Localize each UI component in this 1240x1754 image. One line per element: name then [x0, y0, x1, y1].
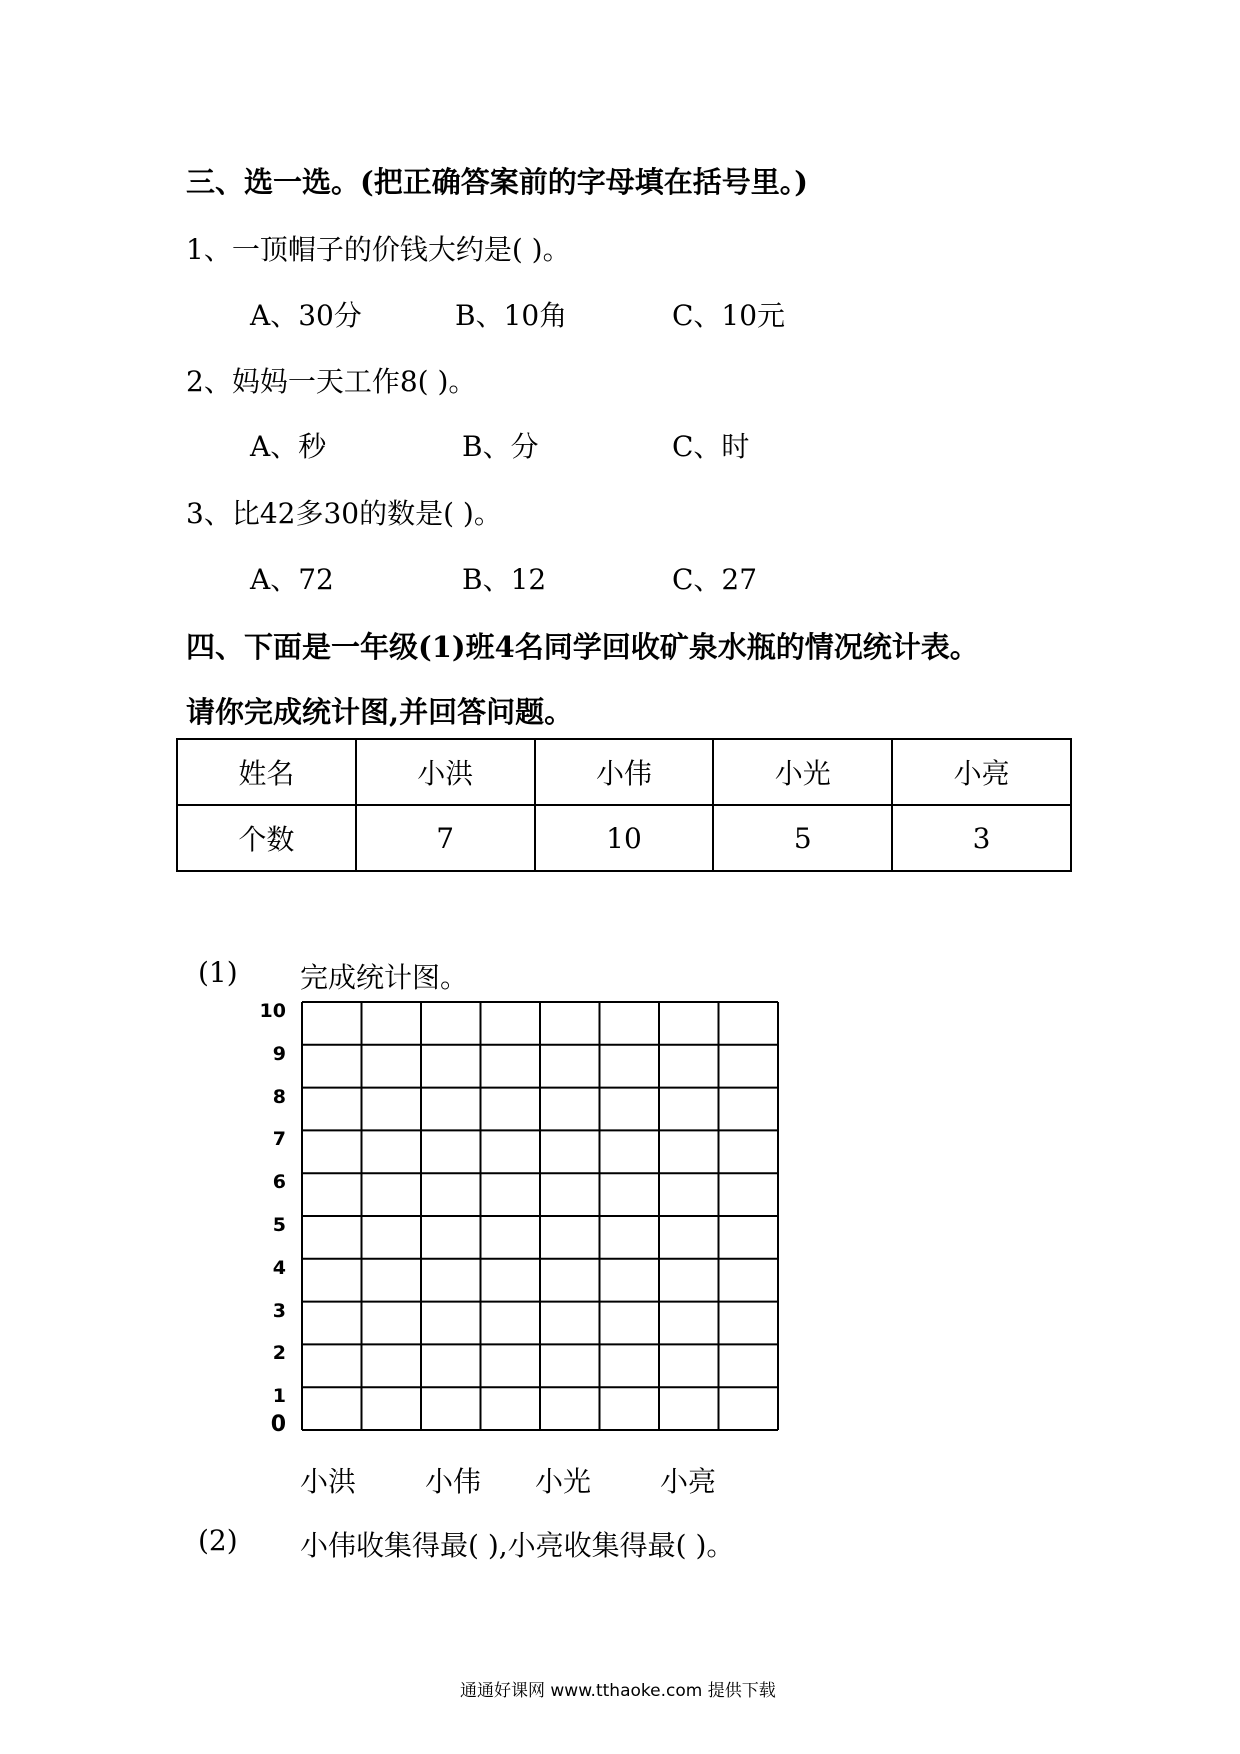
chart-x-label-0: 小洪: [300, 1465, 357, 1498]
part1-text: 完成统计图。: [300, 961, 469, 994]
question-1-option-b: B、10角: [455, 299, 568, 332]
chart-y-tick-label: 4: [272, 1256, 286, 1279]
chart-x-label-1: 小伟: [425, 1465, 482, 1498]
question-1: 1、一顶帽子的价钱大约是( )。: [186, 233, 571, 266]
table-cell: 小光: [713, 739, 892, 805]
table-cell: 10: [535, 805, 714, 871]
chart-x-label-2: 小光: [535, 1465, 592, 1498]
chart-y-tick-label: 10: [259, 1000, 286, 1022]
table-cell: 7: [356, 805, 535, 871]
part1-number: (1): [198, 956, 238, 989]
section4-heading-line2: 请你完成统计图,并回答问题。: [186, 695, 574, 729]
table-cell: 姓名: [177, 739, 356, 805]
section4-heading-line1: 四、下面是一年级(1)班4名同学回收矿泉水瓶的情况统计表。: [186, 630, 979, 664]
table-cell: 3: [892, 805, 1071, 871]
question-2-option-b: B、分: [462, 430, 539, 463]
chart-y-tick-label: 7: [272, 1128, 286, 1151]
question-3-option-b: B、12: [462, 563, 547, 596]
chart-x-label-3: 小亮: [660, 1465, 717, 1498]
chart-y-tick-label: 5: [272, 1214, 286, 1236]
table-cell: 小亮: [892, 739, 1071, 805]
chart-y-tick-label: 0: [270, 1412, 286, 1437]
question-1-option-a: A、30分: [250, 299, 362, 332]
chart-y-tick-label: 8: [272, 1085, 286, 1108]
question-3-option-a: A、72: [250, 563, 334, 596]
table-cell: 小伟: [535, 739, 714, 805]
chart-y-tick-label: 6: [272, 1171, 286, 1194]
statistics-table: [176, 738, 1072, 872]
table-row: [177, 805, 1071, 871]
table-cell: 小洪: [356, 739, 535, 805]
chart-y-tick-label: 1: [272, 1385, 286, 1408]
chart-grid: [300, 1000, 784, 1440]
chart-y-tick-label: 2: [272, 1342, 286, 1365]
question-2-option-c: C、时: [672, 430, 750, 463]
chart-y-tick-label: 9: [272, 1042, 286, 1065]
chart-y-tick-label: 3: [272, 1299, 286, 1322]
question-3-option-c: C、27: [672, 563, 758, 596]
question-2: 2、妈妈一天工作8( )。: [186, 365, 477, 398]
footer-text: 通通好课网 www.tthaoke.com 提供下载: [460, 1681, 776, 1701]
part2-number: (2): [198, 1524, 238, 1557]
part2-text: 小伟收集得最( ),小亮收集得最( )。: [300, 1529, 735, 1562]
question-3: 3、比42多30的数是( )。: [186, 497, 502, 530]
table-header-row: [177, 739, 1071, 805]
question-1-option-c: C、10元: [672, 299, 786, 332]
table-cell: 5: [713, 805, 892, 871]
question-2-option-a: A、秒: [250, 430, 327, 463]
table-cell: 个数: [177, 805, 356, 871]
section3-heading: 三、选一选。(把正确答案前的字母填在括号里。): [186, 165, 808, 199]
